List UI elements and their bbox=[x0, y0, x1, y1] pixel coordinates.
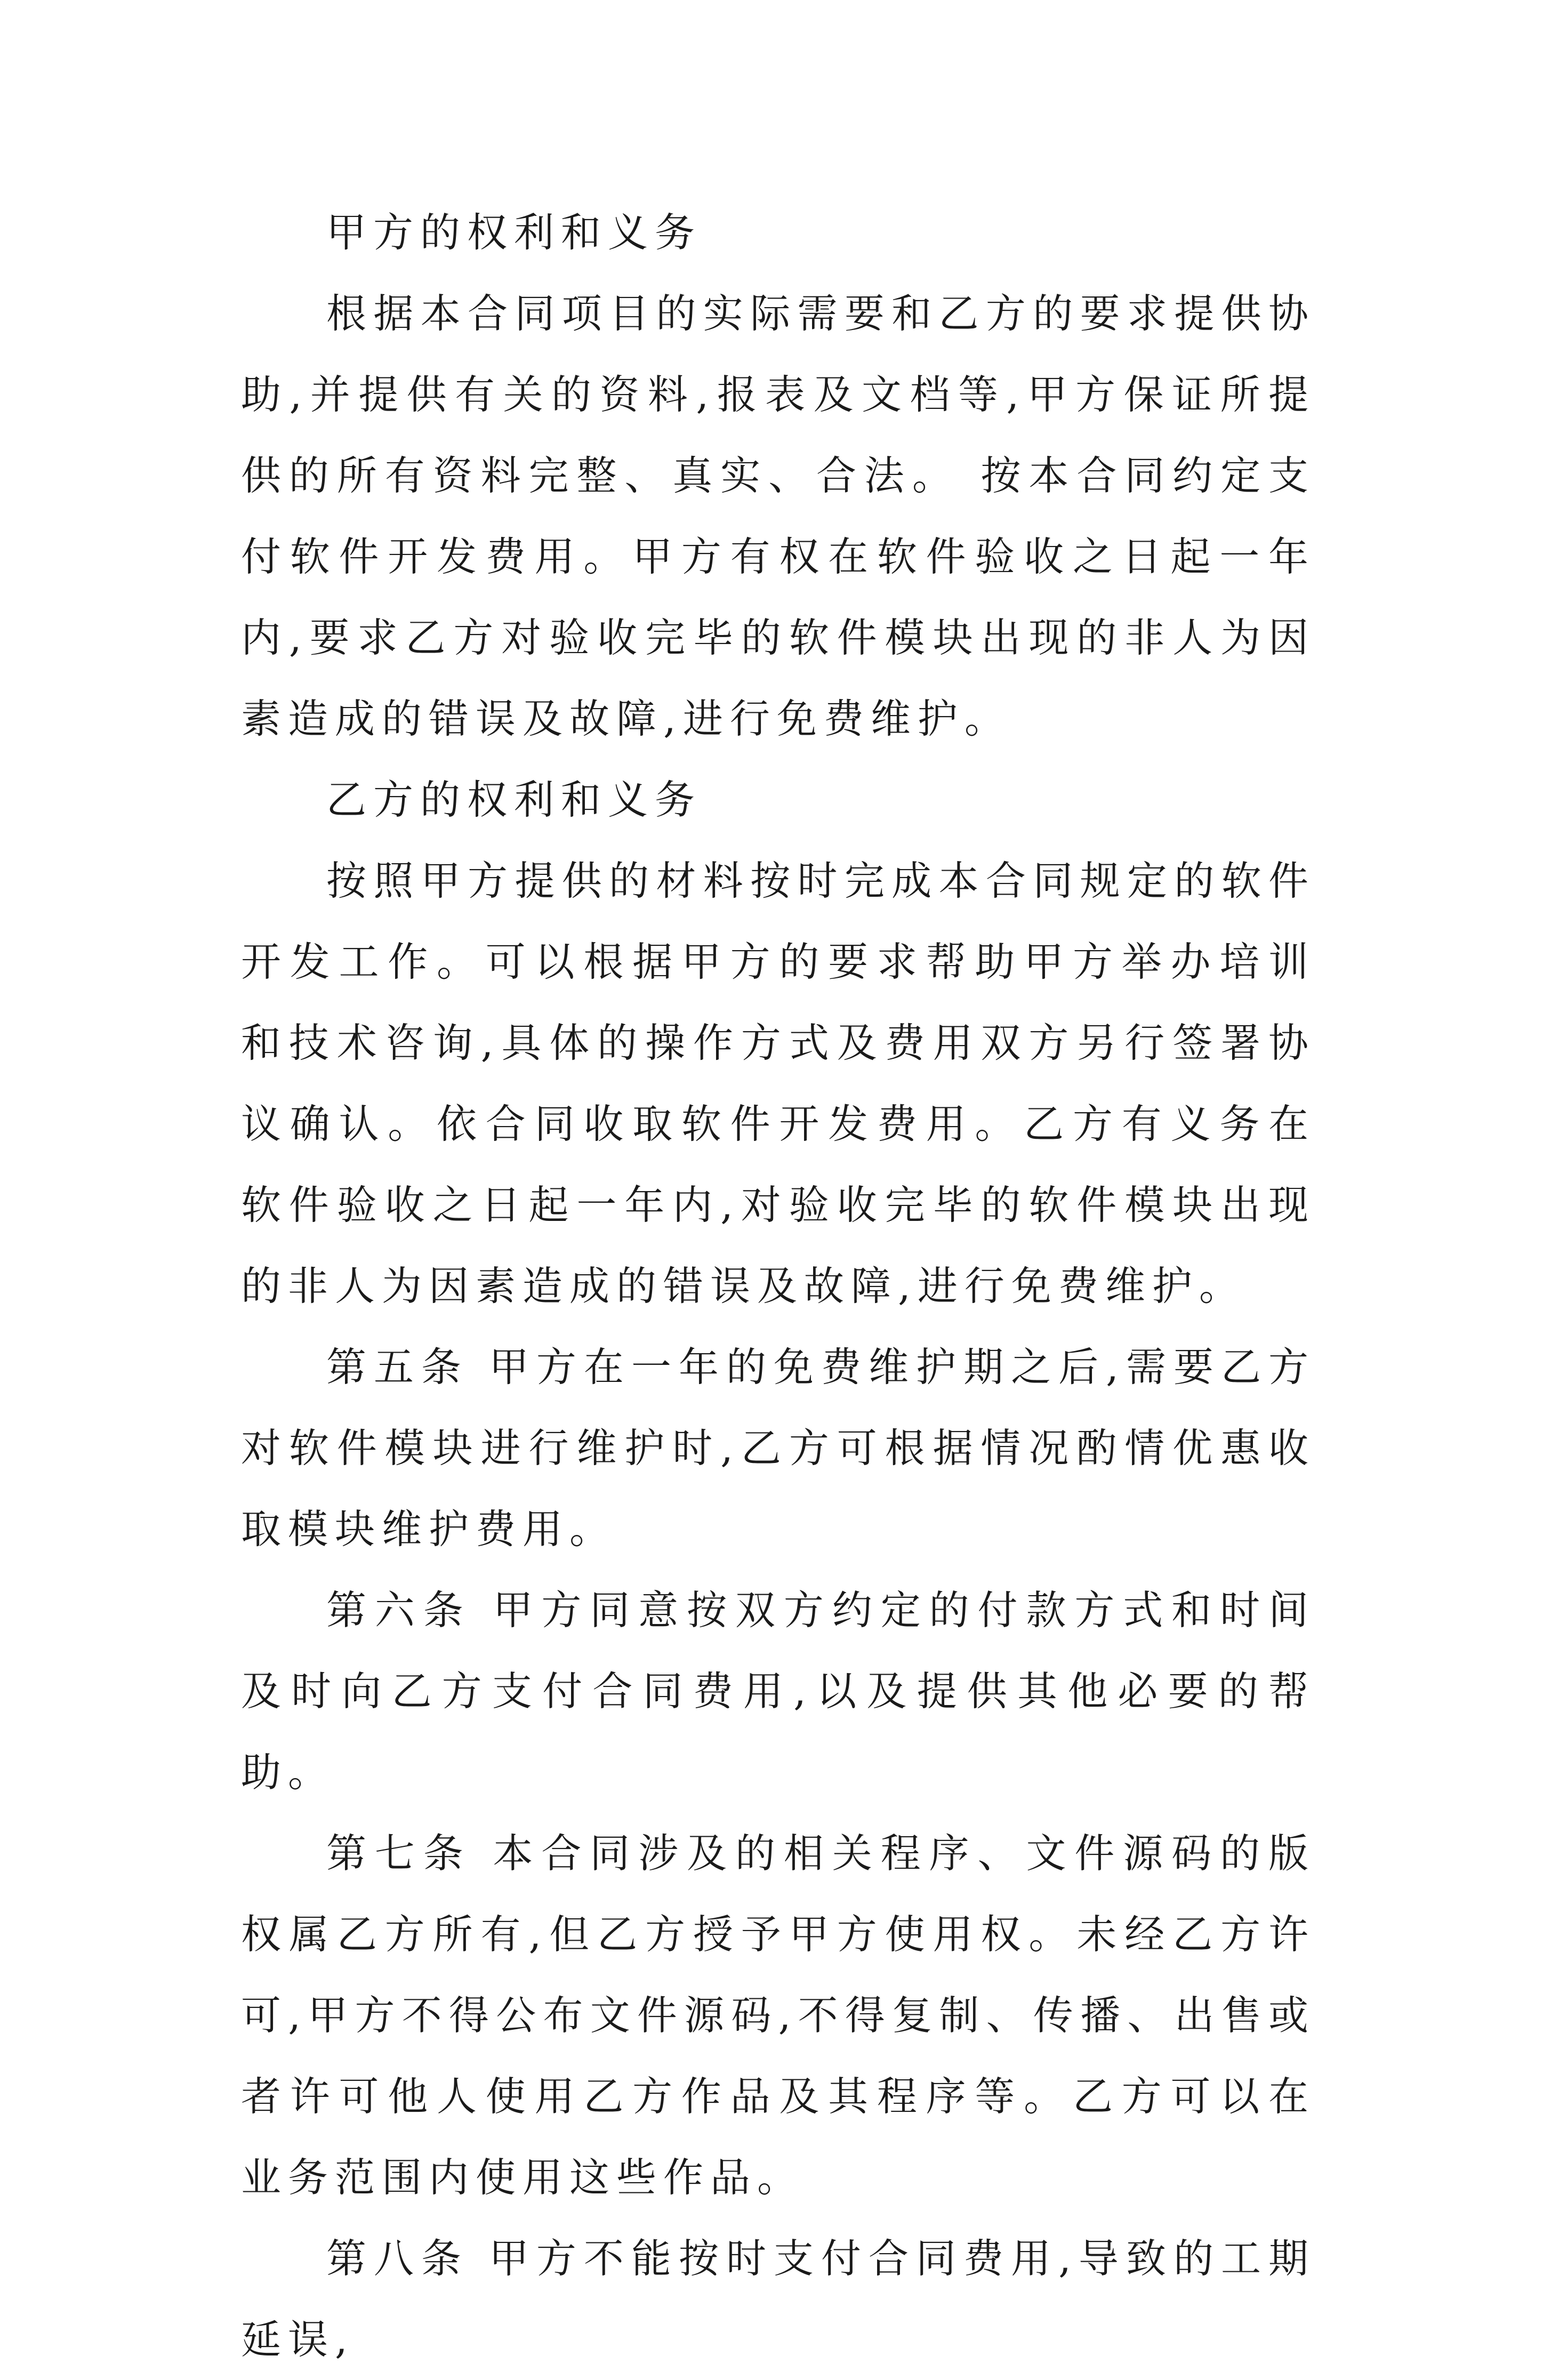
clause-6: 第六条 甲方同意按双方约定的付款方式和时间及时向乙方支付合同费用,以及提供其他必要的帮助。 bbox=[241, 1587, 1315, 1796]
clause-7: 第七条 本合同涉及的相关程序、文件源码的版权属乙方所有,但乙方授予甲方使用权。未经乙方许可,甲方不得公布文件源码,不得复制、传播、出售或者许可他人使用乙方作品及其程序等。乙方可以在业务范围内使用这些作品。 bbox=[241, 1830, 1315, 2201]
section-heading-party-b: 乙方的权利和义务 bbox=[326, 776, 702, 823]
paragraph-party-a-duties: 根据本合同项目的实际需要和乙方的要求提供协助,并提供有关的资料,报表及文档等,甲方保证所提供的所有资料完整、真实、合法。 按本合同约定支付软件开发费用。甲方有权在软件验收之日起一年内,要求乙方对验收完毕的软件模块出现的非人为因素造成的错误及故障,进行免费维护。 bbox=[241, 290, 1315, 742]
clause-5: 第五条 甲方在一年的免费维护期之后,需要乙方对软件模块进行维护时,乙方可根据情况酌情优惠收取模块维护费用。 bbox=[241, 1344, 1315, 1553]
document-body bbox=[241, 192, 1315, 2380]
section-heading-party-a: 甲方的权利和义务 bbox=[326, 209, 702, 256]
clause-8: 第八条 甲方不能按时支付合同费用,导致的工期延误, bbox=[241, 2235, 1315, 2363]
paragraph-party-b-duties: 按照甲方提供的材料按时完成本合同规定的软件开发工作。可以根据甲方的要求帮助甲方举办培训和技术咨询,具体的操作方式及费用双方另行签署协议确认。依合同收取软件开发费用。乙方有义务在软件验收之日起一年内,对验收完毕的软件模块出现的非人为因素造成的错误及故障,进行免费维护。 bbox=[241, 857, 1315, 1309]
